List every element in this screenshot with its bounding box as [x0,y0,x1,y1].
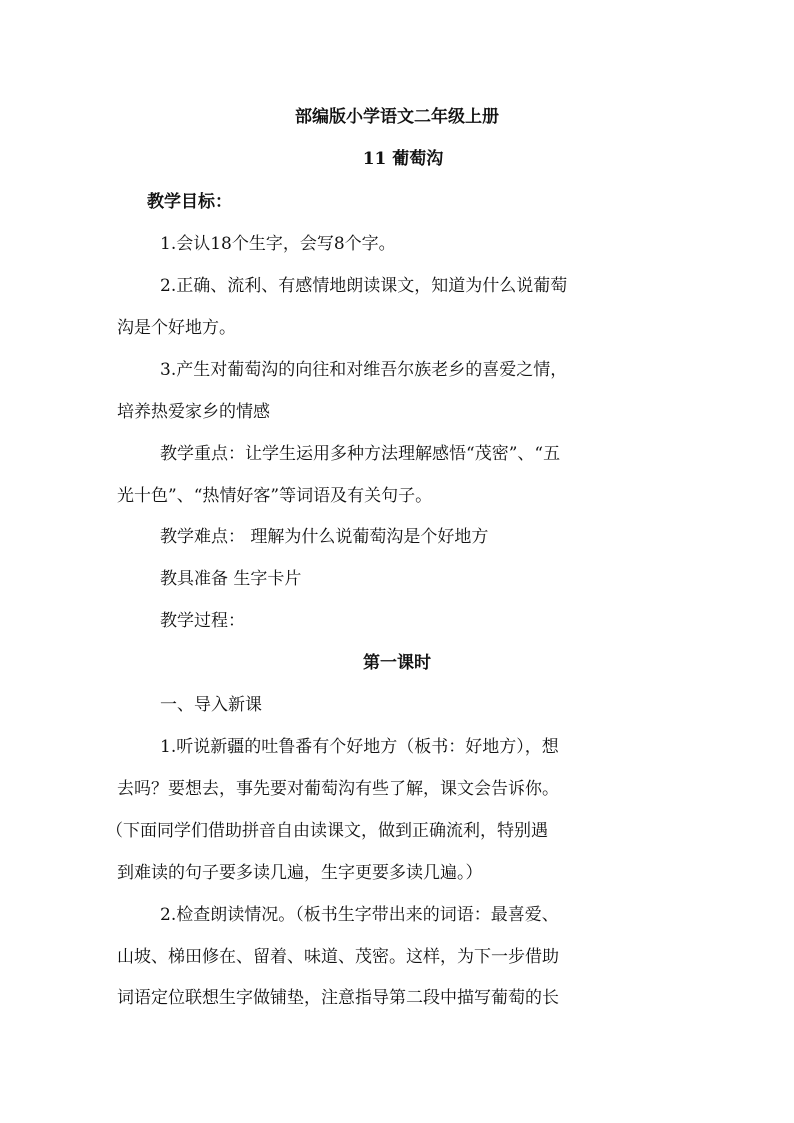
key-points-line-2: 光十色”、“热情好客”等词语及有关句子。 [117,486,433,506]
teaching-difficulty: 教学难点： 理解为什么说葡萄沟是个好地方 [160,527,489,547]
objective-2-line-2: 沟是个好地方。 [117,318,236,338]
lesson-one-title: 第一课时 [363,653,431,673]
lesson-title: 11 葡萄沟 [362,149,444,169]
paragraph-1-line-3: （下面同学们借助拼音自由读课文，做到正确流利，特别遇 [106,821,548,841]
objective-1: 1.会认18个生字，会写8个字。 [160,234,396,254]
paragraph-1-line-1: 1.听说新疆的吐鲁番有个好地方（板书：好地方），想 [160,737,559,757]
paragraph-1-line-4: 到难读的句子要多读几遍，生字更要多读几遍。） [117,863,483,883]
teaching-materials: 教具准备 生字卡片 [160,569,302,589]
objectives-heading: 教学目标： [147,192,232,212]
section-intro-heading: 一、导入新课 [160,695,262,715]
key-points-line-1: 教学重点：让学生运用多种方法理解感悟“茂密”、“五 [160,444,561,464]
document-title: 部编版小学语文二年级上册 [295,107,499,127]
paragraph-2-line-2: 山坡、梯田修在、留着、味道、茂密。这样，为下一步借助 [117,947,559,967]
objective-3-line-2: 培养热爱家乡的情感 [117,402,270,422]
paragraph-1-line-2: 去吗？要想去，事先要对葡萄沟有些了解，课文会告诉你。 [117,779,559,799]
objective-3-line-1: 3.产生对葡萄沟的向往和对维吾尔族老乡的喜爱之情， [160,360,568,380]
process-heading: 教学过程： [160,611,245,631]
paragraph-2-line-1: 2.检查朗读情况。（板书生字带出来的词语：最喜爱、 [160,905,559,925]
paragraph-2-line-3: 词语定位联想生字做铺垫，注意指导第二段中描写葡萄的长 [117,988,559,1008]
objective-2-line-1: 2.正确、流利、有感情地朗读课文，知道为什么说葡萄 [160,276,568,296]
